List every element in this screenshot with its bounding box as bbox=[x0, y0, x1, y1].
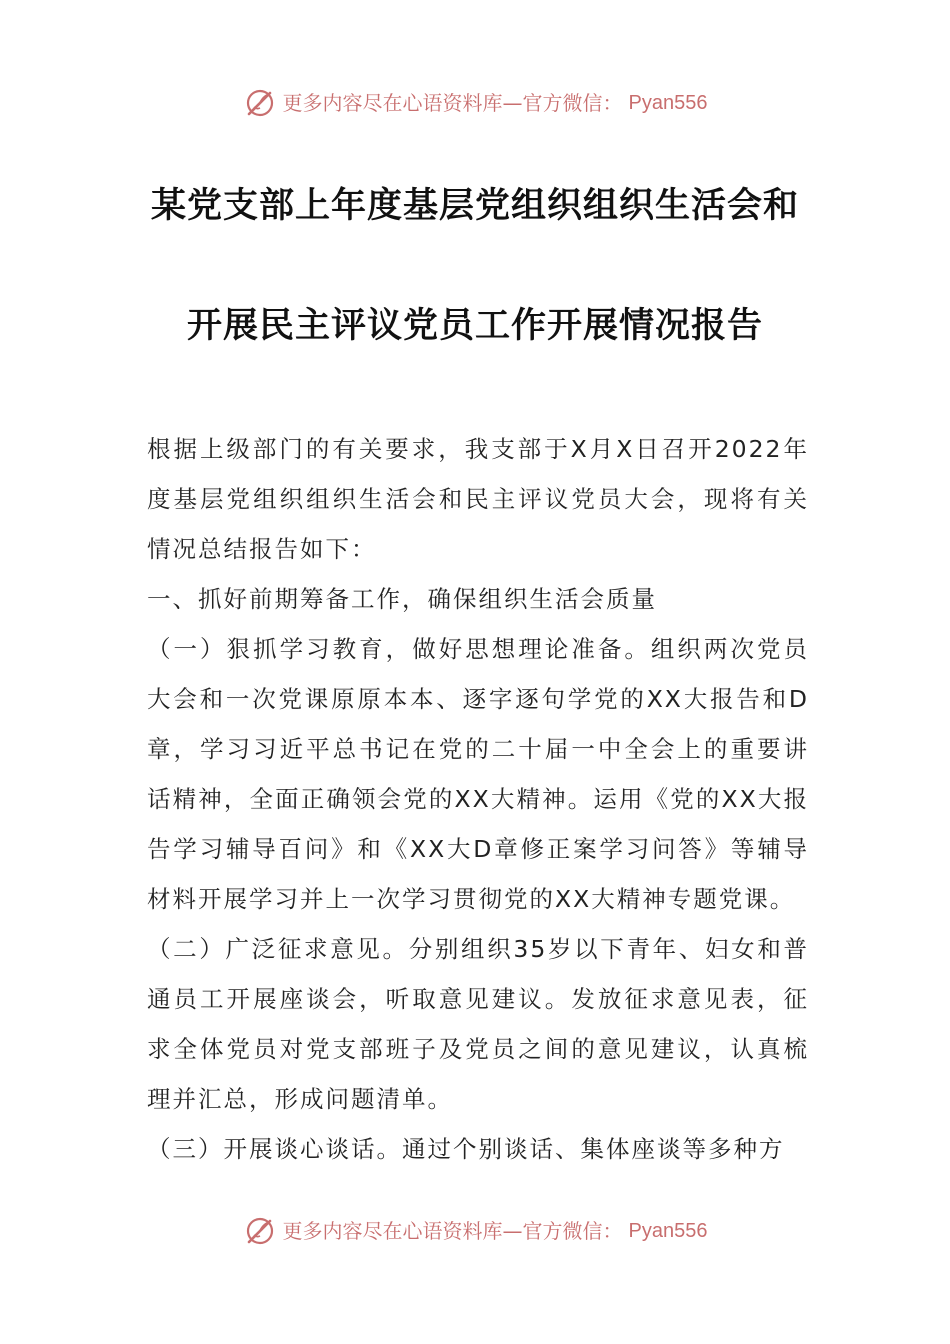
watermark-header bbox=[0, 88, 950, 118]
section-heading: 一、抓好前期筹备工作，确保组织生活会质量 bbox=[147, 585, 657, 613]
quill-logo-icon bbox=[243, 88, 277, 118]
paragraph-item-2: （二）广泛征求意见。分别组织35岁以下青年、妇女和普通员工开展座谈会，听取意见建议。发放征求意见表，征求全体党员对党支部班子及党员之间的意见建议，认真梳理并汇总，形成问题清单。 bbox=[147, 935, 809, 1113]
document-body bbox=[147, 424, 809, 1174]
document-title-line-1: 某党支部上年度基层党组织组织生活会和 bbox=[150, 185, 799, 226]
paragraph-item-3: （三）开展谈心谈话。通过个别谈话、集体座谈等多种方 bbox=[147, 1135, 785, 1163]
document-title-line-2: 开展民主评议党员工作开展情况报告 bbox=[186, 305, 763, 346]
paragraph-intro: 根据上级部门的有关要求，我支部于X月X日召开2022年度基层党组织组织生活会和民主评议党员大会，现将有关情况总结报告如下： bbox=[147, 435, 809, 563]
watermark-wechat-id: Pyan556 bbox=[628, 92, 708, 114]
paragraph-item-1: （一）狠抓学习教育，做好思想理论准备。组织两次党员大会和一次党课原原本本、逐字逐句学党的XX大报告和D章，学习习近平总书记在党的二十届一中全会上的重要讲话精神，全面正确领会党的XX大精神。运用《党的XX大报告学习辅导百问》和《XX大D章修正案学习问答》等辅导材料开展学习并上一次学习贯彻党的XX大精神专题党课。 bbox=[147, 635, 809, 913]
watermark-text: 更多内容尽在心语资料库—官方微信： bbox=[282, 91, 623, 115]
watermark-footer bbox=[0, 1216, 950, 1246]
watermark-wechat-id: Pyan556 bbox=[628, 1220, 708, 1242]
quill-logo-icon bbox=[243, 1216, 277, 1246]
watermark-text: 更多内容尽在心语资料库—官方微信： bbox=[282, 1219, 623, 1243]
